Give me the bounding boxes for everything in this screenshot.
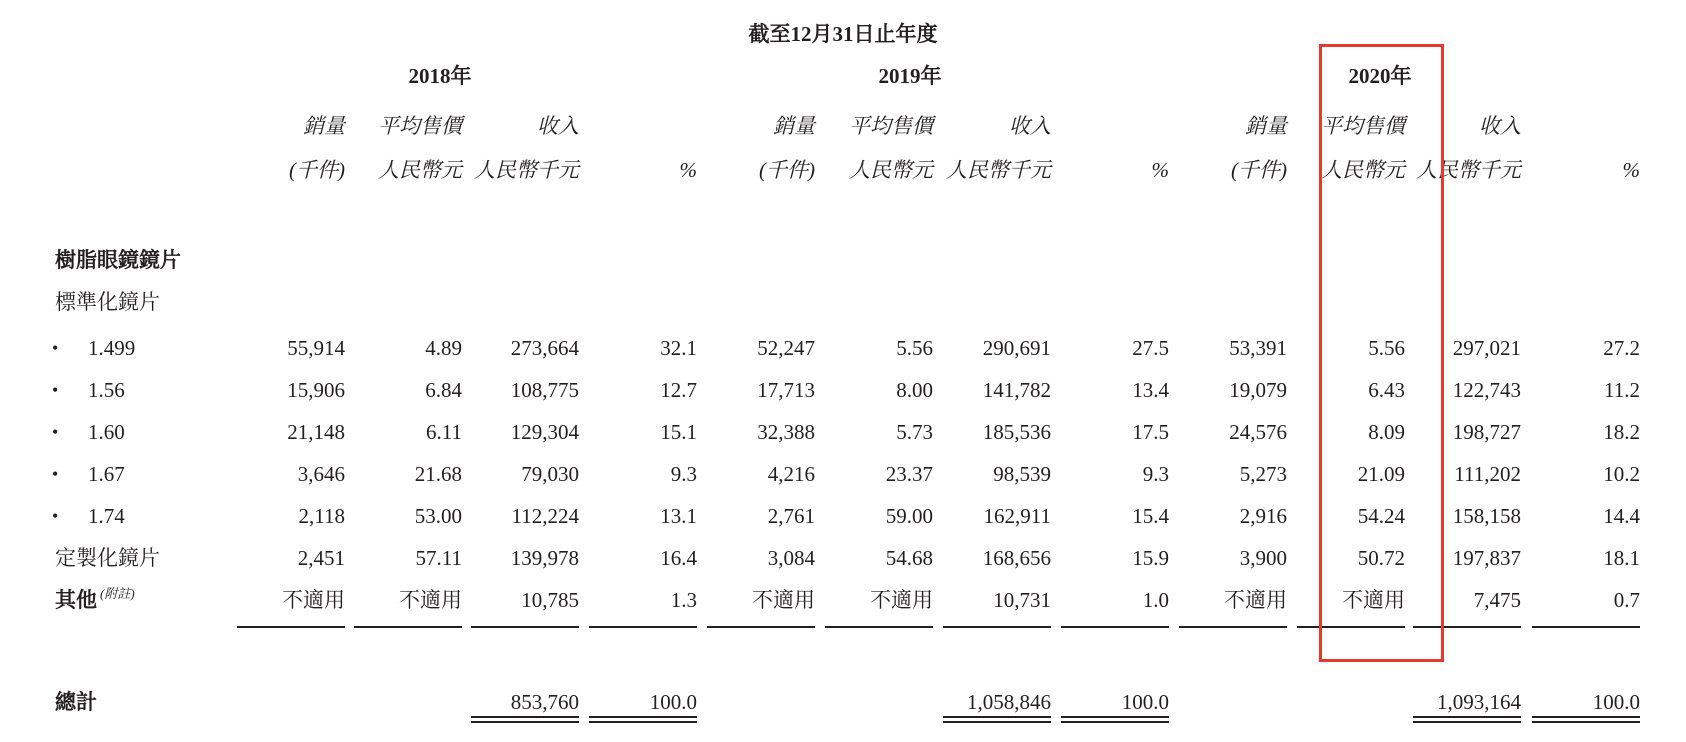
- total-cell: 100.0: [1121, 690, 1169, 714]
- row-label: 1.67: [88, 462, 125, 486]
- table-cell: 19,079: [1229, 378, 1287, 402]
- row-label: 1.60: [88, 420, 125, 444]
- single-rule: [1061, 626, 1169, 628]
- single-rule: [237, 626, 345, 628]
- table-cell: 8.09: [1368, 420, 1405, 444]
- col-unit: 人民幣元: [378, 158, 462, 182]
- single-rule: [471, 626, 579, 628]
- bullet-icon: •: [52, 464, 59, 484]
- row-label: 定製化鏡片: [55, 546, 160, 570]
- total-label: 總計: [55, 690, 97, 714]
- col-label: 收入: [537, 114, 579, 138]
- table-cell: 273,664: [510, 336, 579, 360]
- double-rule: [471, 716, 579, 723]
- row-note: (附註): [100, 586, 135, 601]
- table-cell: 2,916: [1239, 504, 1287, 528]
- table-cell: 122,743: [1452, 378, 1521, 402]
- row-label: 1.56: [88, 378, 125, 402]
- table-cell: 13.4: [1132, 378, 1169, 402]
- table-cell: 21.09: [1357, 462, 1405, 486]
- table-cell: 50.72: [1357, 546, 1405, 570]
- col-unit: (千件): [289, 158, 345, 182]
- table-cell: 14.4: [1603, 504, 1640, 528]
- year-2019: 2019年: [878, 64, 942, 88]
- double-rule: [589, 716, 697, 723]
- table-cell: 18.1: [1603, 546, 1640, 570]
- col-unit: 人民幣千元: [474, 158, 579, 182]
- table-cell: 15.4: [1132, 504, 1169, 528]
- table-cell: 27.2: [1603, 336, 1640, 360]
- year-2018: 2018年: [408, 64, 472, 88]
- bullet-icon: •: [52, 338, 59, 358]
- table-cell: 55,914: [287, 336, 345, 360]
- single-rule: [589, 626, 697, 628]
- table-cell: 9.3: [1142, 462, 1169, 486]
- single-rule: [825, 626, 933, 628]
- col-label: 收入: [1009, 114, 1051, 138]
- table-cell: 12.7: [660, 378, 697, 402]
- table-cell: 3,900: [1239, 546, 1287, 570]
- table-cell: 79,030: [521, 462, 579, 486]
- table-cell: 13.1: [660, 504, 697, 528]
- total-cell: 853,760: [510, 690, 579, 714]
- table-cell: 10,731: [993, 588, 1051, 612]
- col-label: 銷量: [1245, 114, 1287, 138]
- table-cell: 129,304: [510, 420, 579, 444]
- table-cell: 6.11: [426, 420, 462, 444]
- section-standard-lenses: 標準化鏡片: [55, 290, 160, 314]
- table-cell: 18.2: [1603, 420, 1640, 444]
- col-unit: 人民幣千元: [1416, 158, 1521, 182]
- section-resin-lenses: 樹脂眼鏡鏡片: [55, 248, 181, 272]
- table-cell: 3,084: [767, 546, 815, 570]
- row-label: 其他: [55, 588, 97, 612]
- table-cell: 111,202: [1454, 462, 1521, 486]
- col-unit: %: [1622, 158, 1640, 182]
- row-label: 1.74: [88, 504, 125, 528]
- table-cell: 8.00: [896, 378, 933, 402]
- table-cell: 57.11: [415, 546, 462, 570]
- bullet-icon: •: [52, 506, 59, 526]
- table-cell: 32,388: [757, 420, 815, 444]
- table-cell: 3,646: [297, 462, 345, 486]
- col-unit: %: [1151, 158, 1169, 182]
- table-cell: 5.56: [1368, 336, 1405, 360]
- total-cell: 100.0: [1592, 690, 1640, 714]
- table-cell: 17.5: [1132, 420, 1169, 444]
- table-cell: 1.3: [670, 588, 697, 612]
- col-label: 平均售價: [1321, 114, 1405, 138]
- table-cell: 290,691: [982, 336, 1051, 360]
- col-label: 平均售價: [378, 114, 462, 138]
- table-cell: 17,713: [757, 378, 815, 402]
- col-unit: 人民幣元: [849, 158, 933, 182]
- table-cell: 不適用: [1342, 588, 1405, 612]
- table-cell: 52,247: [757, 336, 815, 360]
- single-rule: [354, 626, 462, 628]
- col-unit: 人民幣千元: [946, 158, 1051, 182]
- table-cell: 不適用: [752, 588, 815, 612]
- col-unit: 人民幣元: [1321, 158, 1405, 182]
- table-cell: 15.9: [1132, 546, 1169, 570]
- col-label: 平均售價: [849, 114, 933, 138]
- table-cell: 53,391: [1229, 336, 1287, 360]
- table-cell: 32.1: [660, 336, 697, 360]
- table-cell: 23.37: [885, 462, 933, 486]
- table-cell: 6.84: [425, 378, 462, 402]
- col-unit: %: [679, 158, 697, 182]
- table-cell: 185,536: [982, 420, 1051, 444]
- table-cell: 2,118: [298, 504, 345, 528]
- table-cell: 15.1: [660, 420, 697, 444]
- table-cell: 54.68: [885, 546, 933, 570]
- table-cell: 15,906: [287, 378, 345, 402]
- double-rule: [1061, 716, 1169, 723]
- table-cell: 59.00: [885, 504, 933, 528]
- table-cell: 0.7: [1613, 588, 1640, 612]
- row-label: 1.499: [88, 336, 136, 360]
- table-cell: 141,782: [982, 378, 1051, 402]
- table-cell: 10.2: [1603, 462, 1640, 486]
- table-cell: 9.3: [670, 462, 697, 486]
- table-cell: 11.2: [1604, 378, 1640, 402]
- table-cell: 27.5: [1132, 336, 1169, 360]
- bullet-icon: •: [52, 380, 59, 400]
- table-cell: 4,216: [767, 462, 815, 486]
- table-cell: 5.73: [896, 420, 933, 444]
- col-unit: (千件): [759, 158, 815, 182]
- single-rule: [1179, 626, 1287, 628]
- table-cell: 297,021: [1452, 336, 1521, 360]
- highlight-box: [1319, 44, 1444, 662]
- table-cell: 158,158: [1452, 504, 1521, 528]
- table-cell: 5,273: [1239, 462, 1287, 486]
- table-cell: 16.4: [660, 546, 697, 570]
- double-rule: [943, 716, 1051, 723]
- table-cell: 112,224: [511, 504, 579, 528]
- table-cell: 6.43: [1368, 378, 1405, 402]
- table-cell: 53.00: [414, 504, 462, 528]
- single-rule: [707, 626, 815, 628]
- table-cell: 4.89: [425, 336, 462, 360]
- table-cell: 不適用: [1224, 588, 1287, 612]
- table-cell: 21.68: [414, 462, 462, 486]
- table-cell: 7,475: [1473, 588, 1521, 612]
- table-cell: 5.56: [896, 336, 933, 360]
- table-cell: 10,785: [521, 588, 579, 612]
- table-cell: 2,761: [767, 504, 815, 528]
- single-rule: [1532, 626, 1640, 628]
- single-rule: [943, 626, 1051, 628]
- table-cell: 不適用: [399, 588, 462, 612]
- table-cell: 168,656: [982, 546, 1051, 570]
- double-rule: [1532, 716, 1640, 723]
- table-cell: 24,576: [1229, 420, 1287, 444]
- total-cell: 100.0: [649, 690, 697, 714]
- year-2020: 2020年: [1348, 64, 1412, 88]
- table-cell: 21,148: [287, 420, 345, 444]
- period-header: 截至12月31日止年度: [748, 22, 938, 46]
- col-label: 收入: [1479, 114, 1521, 138]
- table-cell: 2,451: [297, 546, 345, 570]
- table-cell: 108,775: [510, 378, 579, 402]
- table-cell: 不適用: [282, 588, 345, 612]
- table-cell: 197,837: [1452, 546, 1521, 570]
- total-cell: 1,093,164: [1437, 690, 1521, 714]
- table-cell: 1.0: [1142, 588, 1169, 612]
- bullet-icon: •: [52, 422, 59, 442]
- table-cell: 162,911: [983, 504, 1051, 528]
- table-cell: 98,539: [993, 462, 1051, 486]
- double-rule: [1413, 716, 1521, 723]
- table-cell: 198,727: [1452, 420, 1521, 444]
- col-unit: (千件): [1231, 158, 1287, 182]
- table-cell: 139,978: [510, 546, 579, 570]
- table-cell: 不適用: [870, 588, 933, 612]
- total-cell: 1,058,846: [967, 690, 1051, 714]
- col-label: 銷量: [303, 114, 345, 138]
- table-cell: 54.24: [1357, 504, 1405, 528]
- col-label: 銷量: [773, 114, 815, 138]
